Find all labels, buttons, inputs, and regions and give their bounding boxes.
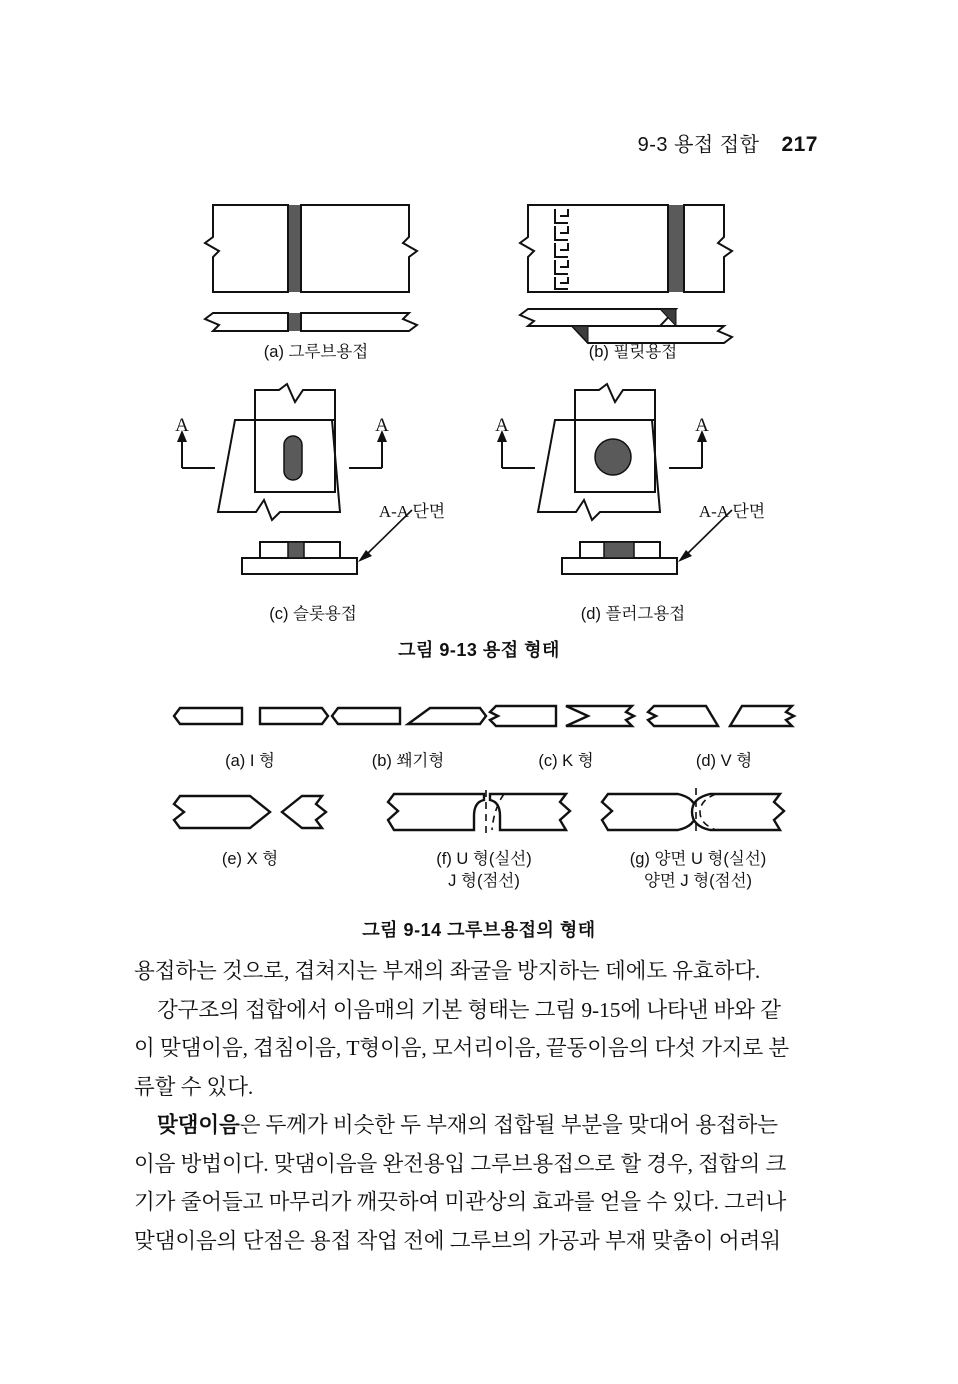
figure-9-14 bbox=[0, 682, 958, 912]
fillet-weld-drawing bbox=[510, 185, 790, 345]
page-number: 217 bbox=[781, 133, 818, 156]
figure-9-14-label-f-line2: J 형(점선) bbox=[448, 872, 520, 891]
figure-9-14-label-f bbox=[436, 848, 531, 893]
figure-9-13 bbox=[0, 175, 958, 630]
running-head bbox=[638, 128, 818, 157]
groove-type-v-drawing bbox=[646, 696, 816, 742]
section-arrow-label-a-left-c: A bbox=[175, 415, 189, 436]
paragraph-2-line-1: 강구조의 접합에서 이음매의 기본 형태는 그림 9-15에 나타낸 바와 같 bbox=[157, 997, 781, 1022]
groove-type-k-drawing bbox=[488, 696, 648, 742]
paragraph-3 bbox=[134, 1106, 826, 1260]
figure-9-14-label-b: (b) 쐐기형 bbox=[371, 752, 445, 770]
paragraph-3-line-1: 맞댐이음은 두께가 비슷한 두 부재의 접합될 부분을 맞대어 용접하는 bbox=[157, 1113, 778, 1137]
slot-weld-fill bbox=[284, 436, 302, 480]
figure-9-13-label-d: (d) 플러그용접 bbox=[580, 605, 686, 623]
figure-9-14-label-f-line1: (f) U 형(실선) bbox=[436, 850, 532, 868]
section-arrow-label-a-right-c: A bbox=[375, 415, 389, 436]
paragraph-3-line-4: 맞댐이음의 단점은 용접 작업 전에 그루브의 가공과 부재 맞춤이 어려워 bbox=[134, 1228, 781, 1253]
weld-seam-fill bbox=[288, 205, 301, 292]
figure-9-14-label-a: (a) I 형 bbox=[225, 752, 275, 770]
paragraph-1-line-1: 용접하는 것으로, 겹쳐지는 부재의 좌굴을 방지하는 데에도 유효하다. bbox=[134, 959, 761, 983]
figure-9-13-label-a: (a) 그루브용접 bbox=[263, 343, 369, 361]
figure-9-14-label-c: (c) K 형 bbox=[538, 752, 594, 770]
figure-9-14-label-d: (d) V 형 bbox=[695, 752, 753, 770]
figure-9-14-label-e: (e) X 형 bbox=[221, 850, 279, 868]
body-text bbox=[134, 952, 826, 1260]
section-arrow-label-a-right-d: A bbox=[695, 415, 709, 436]
paragraph-1 bbox=[134, 952, 826, 991]
groove-type-u-j-drawing bbox=[386, 786, 586, 844]
paragraph-3-line-3: 기가 줄어들고 마무리가 깨끗하여 미관상의 효과를 얻을 수 있다. 그러나 bbox=[134, 1190, 787, 1214]
figure-9-14-label-g-line1: (g) 양면 U 형(실선) bbox=[629, 850, 767, 868]
plug-weld-fill bbox=[595, 439, 631, 475]
section-label-c: A-A 단면 bbox=[378, 502, 446, 521]
figure-9-14-caption: 그림 9-14 그루브용접의 형태 bbox=[362, 920, 596, 940]
section-label-d: A-A 단면 bbox=[698, 502, 766, 521]
groove-type-x-drawing bbox=[172, 788, 342, 844]
term-butt-joint: 맞댐이음 bbox=[157, 1113, 240, 1137]
running-head-section: 9-3 용접 접합 bbox=[637, 134, 760, 156]
figure-9-13-label-b: (b) 필릿용접 bbox=[588, 343, 678, 361]
figure-9-13-label-c: (c) 슬롯용접 bbox=[269, 605, 357, 623]
paragraph-2 bbox=[134, 991, 826, 1107]
paragraph-3-line-2: 이음 방법이다. 맞댐이음을 완전용입 그루브용접으로 할 경우, 접합의 크 bbox=[134, 1151, 787, 1176]
plug-weld-drawing bbox=[480, 380, 880, 590]
groove-type-wedge-drawing bbox=[330, 696, 490, 742]
figure-9-14-label-g-line2: 양면 J 형(점선) bbox=[643, 872, 753, 891]
section-arrow-label-a-left-d: A bbox=[495, 415, 509, 436]
paragraph-2-line-3: 류할 수 있다. bbox=[134, 1074, 254, 1099]
paragraph-2-line-2: 이 맞댐이음, 겹침이음, T형이음, 모서리이음, 끝동이음의 다섯 가지로 분 bbox=[134, 1036, 790, 1060]
figure-9-14-label-g bbox=[630, 848, 767, 893]
groove-type-i-drawing bbox=[172, 696, 332, 742]
figure-9-13-caption: 그림 9-13 용접 형태 bbox=[398, 640, 560, 660]
groove-weld-drawing bbox=[195, 185, 475, 345]
groove-type-double-u-j-drawing bbox=[600, 786, 800, 844]
